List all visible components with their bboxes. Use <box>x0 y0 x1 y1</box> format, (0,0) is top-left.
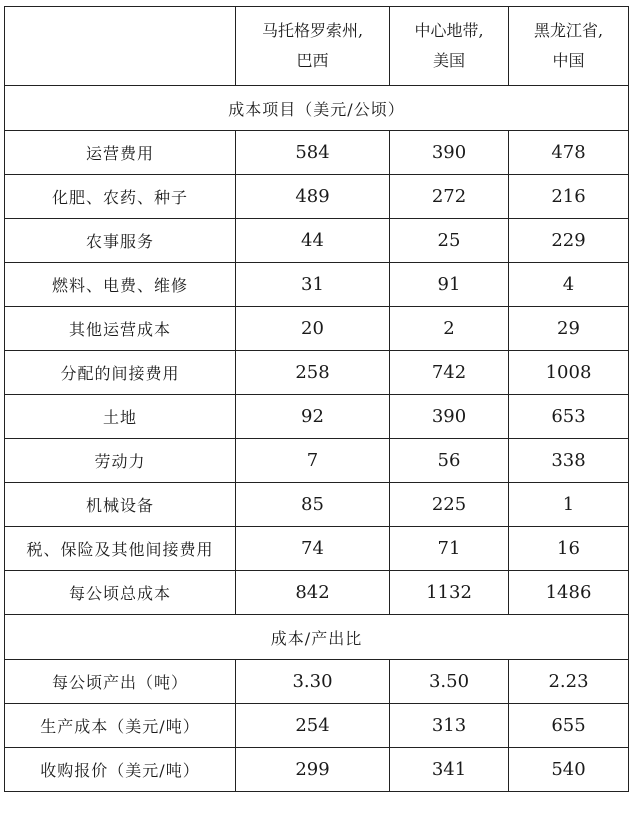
header-row <box>5 7 629 86</box>
table-row <box>5 263 629 307</box>
value-cell: 1486 <box>509 571 629 615</box>
table-row <box>5 131 629 175</box>
value-cell: 74 <box>236 527 390 571</box>
value-cell: 653 <box>509 395 629 439</box>
value-cell: 338 <box>509 439 629 483</box>
column-header-line2: 巴西 <box>296 51 329 70</box>
section-title: 成本/产出比 <box>5 615 629 660</box>
table-row <box>5 439 629 483</box>
column-header-line2: 美国 <box>432 51 465 70</box>
value-cell: 225 <box>390 483 509 527</box>
row-label: 土地 <box>5 395 236 439</box>
value-cell: 584 <box>236 131 390 175</box>
value-cell: 16 <box>509 527 629 571</box>
table-row <box>5 704 629 748</box>
value-cell: 3.50 <box>390 660 509 704</box>
table-container <box>4 6 629 792</box>
header-corner-cell <box>5 7 236 86</box>
table-row <box>5 571 629 615</box>
section-title: 成本项目（美元/公顷） <box>5 86 629 131</box>
table-row <box>5 219 629 263</box>
row-label: 收购报价（美元/吨） <box>5 748 236 792</box>
row-label: 燃料、电费、维修 <box>5 263 236 307</box>
value-cell: 540 <box>509 748 629 792</box>
value-cell: 1 <box>509 483 629 527</box>
value-cell: 229 <box>509 219 629 263</box>
table-row <box>5 660 629 704</box>
row-label: 化肥、农药、种子 <box>5 175 236 219</box>
value-cell: 489 <box>236 175 390 219</box>
value-cell: 2 <box>390 307 509 351</box>
section-header-row <box>5 86 629 131</box>
column-header-china <box>509 7 629 86</box>
value-cell: 1008 <box>509 351 629 395</box>
value-cell: 29 <box>509 307 629 351</box>
section-header-row <box>5 615 629 660</box>
row-label: 其他运营成本 <box>5 307 236 351</box>
row-label: 生产成本（美元/吨） <box>5 704 236 748</box>
column-header-line1: 中心地带, <box>414 21 484 40</box>
value-cell: 44 <box>236 219 390 263</box>
value-cell: 25 <box>390 219 509 263</box>
table-row <box>5 483 629 527</box>
value-cell: 478 <box>509 131 629 175</box>
value-cell: 71 <box>390 527 509 571</box>
column-header-line2: 中国 <box>552 51 585 70</box>
row-label: 分配的间接费用 <box>5 351 236 395</box>
value-cell: 31 <box>236 263 390 307</box>
value-cell: 341 <box>390 748 509 792</box>
value-cell: 254 <box>236 704 390 748</box>
value-cell: 92 <box>236 395 390 439</box>
value-cell: 842 <box>236 571 390 615</box>
value-cell: 655 <box>509 704 629 748</box>
column-header-line1: 马托格罗索州, <box>261 21 364 40</box>
row-label: 每公顷总成本 <box>5 571 236 615</box>
value-cell: 4 <box>509 263 629 307</box>
row-label: 每公顷产出（吨） <box>5 660 236 704</box>
row-label: 劳动力 <box>5 439 236 483</box>
value-cell: 91 <box>390 263 509 307</box>
column-header-usa <box>390 7 509 86</box>
column-header-brazil <box>236 7 390 86</box>
table-row <box>5 395 629 439</box>
value-cell: 216 <box>509 175 629 219</box>
value-cell: 1132 <box>390 571 509 615</box>
table-row <box>5 527 629 571</box>
value-cell: 7 <box>236 439 390 483</box>
value-cell: 85 <box>236 483 390 527</box>
value-cell: 20 <box>236 307 390 351</box>
value-cell: 56 <box>390 439 509 483</box>
table-row <box>5 748 629 792</box>
value-cell: 2.23 <box>509 660 629 704</box>
value-cell: 3.30 <box>236 660 390 704</box>
cost-comparison-table <box>4 6 629 792</box>
row-label: 农事服务 <box>5 219 236 263</box>
row-label: 税、保险及其他间接费用 <box>5 527 236 571</box>
value-cell: 299 <box>236 748 390 792</box>
row-label: 机械设备 <box>5 483 236 527</box>
column-header-line1: 黑龙江省, <box>533 21 604 40</box>
table-row <box>5 351 629 395</box>
value-cell: 742 <box>390 351 509 395</box>
value-cell: 258 <box>236 351 390 395</box>
row-label: 运营费用 <box>5 131 236 175</box>
value-cell: 272 <box>390 175 509 219</box>
table-row <box>5 175 629 219</box>
value-cell: 313 <box>390 704 509 748</box>
value-cell: 390 <box>390 395 509 439</box>
value-cell: 390 <box>390 131 509 175</box>
table-row <box>5 307 629 351</box>
